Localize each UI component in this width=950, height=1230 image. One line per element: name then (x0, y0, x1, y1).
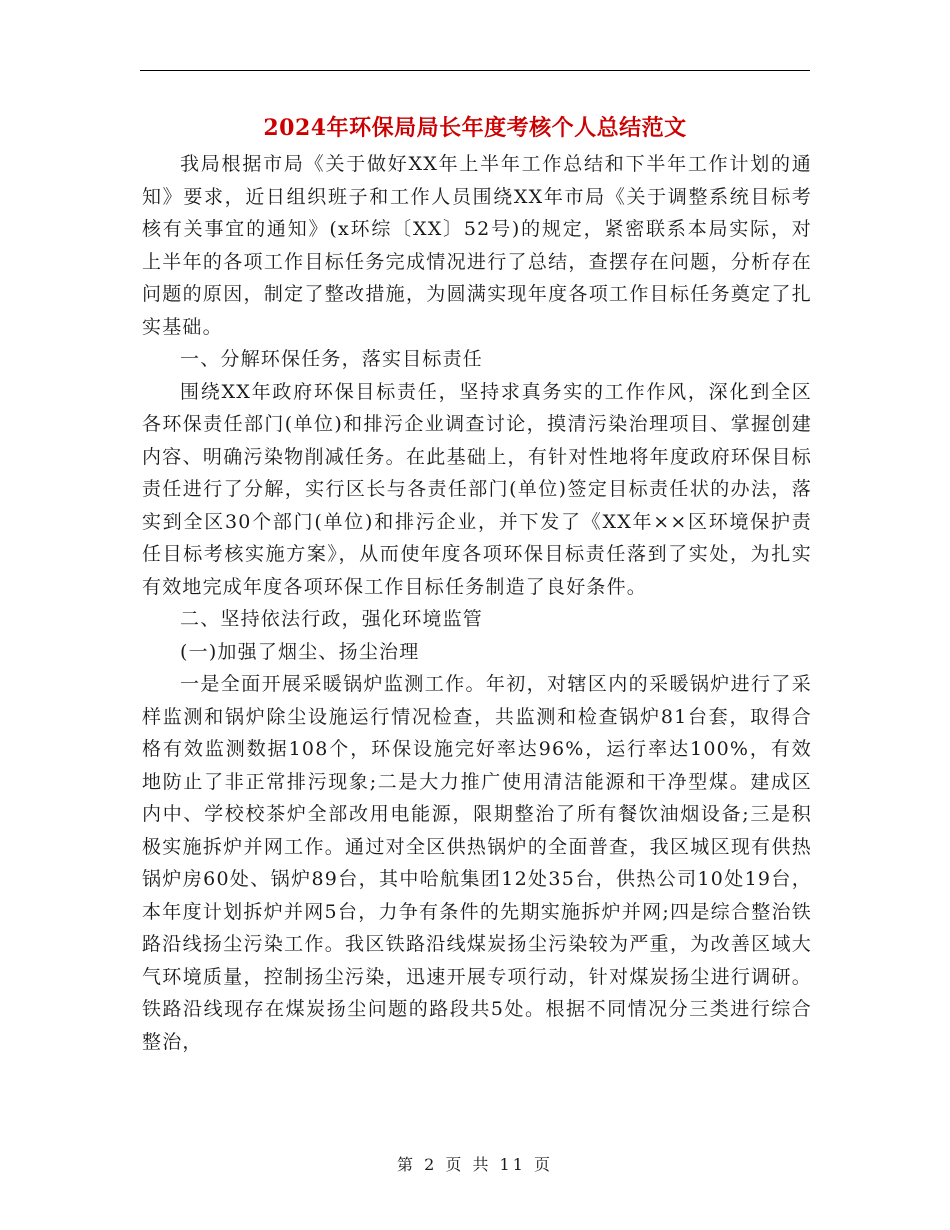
subsection-1-paragraph: 一是全面开展采暖锅炉监测工作。年初，对辖区内的采暖锅炉进行了采样监测和锅炉除尘设施运行情况检查，共监测和检查锅炉81台套，取得合格有效监测数据108个，环保设施完好率达96%，运行率达100%，有效地防止了非正常排污现象;二是大力推广使用清洁能源和干净型煤。建成区内中、学校校茶炉全部改用电能源，限期整治了所有餐饮油烟设备;三是积极实施拆炉并网工作。通过对全区供热锅炉的全面普查，我区城区现有供热锅炉房60处、锅炉89台，其中哈航集团12处35台，供热公司10处19台，本年度计划拆炉并网5台，力争有条件的先期实施拆炉并网;四是综合整治铁路沿线扬尘污染工作。我区铁路沿线煤炭扬尘污染较为严重，为改善区域大气环境质量，控制扬尘污染，迅速开展专项行动，针对煤炭扬尘进行调研。铁路沿线现存在煤炭扬尘问题的路段共5处。根据不同情况分三类进行综合整治， (142, 673, 812, 1053)
page-footer: 第 2 页 共 11 页 (397, 1155, 553, 1174)
document-body (142, 148, 812, 1058)
section-heading-1: 一、分解环保任务，落实目标责任 (180, 348, 484, 370)
document-title: 2024年环保局局长年度考核个人总结范文 (263, 115, 687, 141)
section-1-paragraph: 围绕XX年政府环保目标责任，坚持求真务实的工作作风，深化到全区各环保责任部门(单位)和排污企业调查讨论，摸清污染治理项目、掌握创建内容、明确污染物削减任务。在此基础上，有针对性地将年度政府环保目标责任进行了分解，实行区长与各责任部门(单位)签定目标责任状的办法，落实到全区30个部门(单位)和排污企业，并下发了《XX年××区环境保护责任目标考核实施方案》，从而使年度各项环保目标责任落到了实处，为扎实有效地完成年度各项环保工作目标任务制造了良好条件。 (142, 380, 812, 598)
subsection-heading-1: (一)加强了烟尘、扬尘治理 (180, 640, 420, 663)
section-heading-2: 二、坚持依法行政，强化环境监管 (180, 608, 484, 630)
intro-paragraph: 我局根据市局《关于做好XX年上半年工作总结和下半年工作计划的通知》要求，近日组织班子和工作人员围绕XX年市局《关于调整系统目标考核有关事宜的通知》(x环综〔XX〕52号)的规定，紧密联系本局实际，对上半年的各项工作目标任务完成情况进行了总结，查摆存在问题，分析存在问题的原因，制定了整改措施，为圆满实现年度各项工作目标任务奠定了扎实基础。 (142, 153, 812, 338)
header-rule (140, 70, 810, 71)
